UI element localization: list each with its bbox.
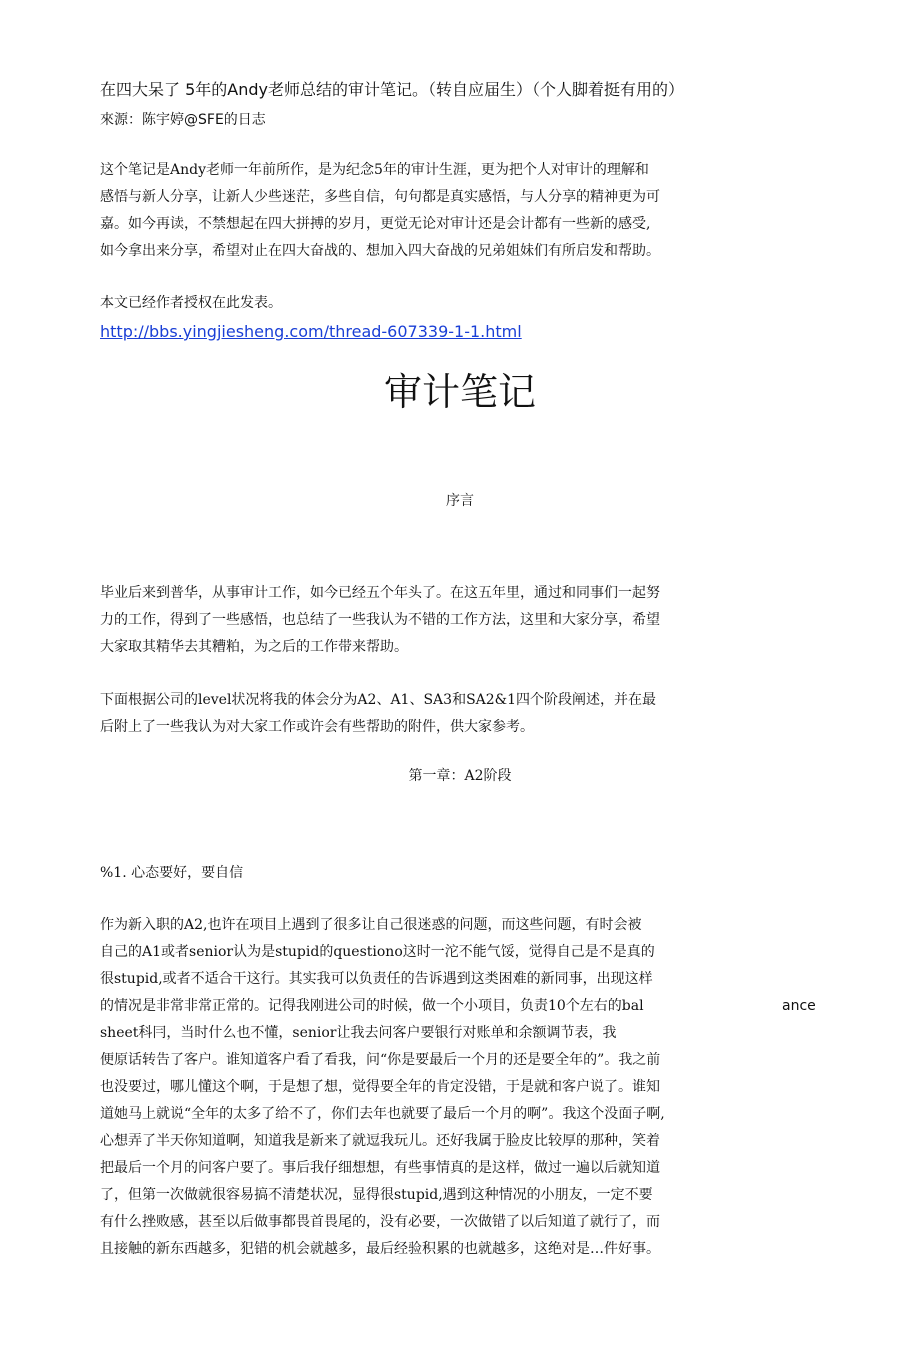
preface-line: 毕业后来到普华，从事审计工作，如今已经五个年头了。在这五年里，通过和同事们一起努 — [100, 585, 660, 601]
body-line: 便原话转告了客户。谁知道客户看了看我，问“你是要最后一个月的还是要全年的”。我之前 — [100, 1052, 661, 1068]
post-source: 來源：陈宇婷@SFE的日志 — [100, 112, 266, 128]
source-link[interactable]: http://bbs.yingjiesheng.com/thread-607339-1-1.html — [100, 322, 522, 341]
body-line: 且接触的新东西越多，犯错的机会就越多，最后经验积累的也就越多，这绝对是…件好事。 — [100, 1241, 660, 1257]
body-line: 有什么挫败感，甚至以后做事都畏首畏尾的，没有必要，一次做错了以后知道了就行了，而 — [100, 1214, 660, 1230]
intro-line: 嘉。如今再读，不禁想起在四大拼搏的岁月，更觉无论对审计还是会计都有一些新的感受, — [100, 216, 651, 232]
intro-line: 感悟与新人分享，让新人少些迷茫，多些自信，句句都是真实感悟，与人分享的精神更为可 — [100, 189, 660, 205]
body-line: 自己的A1或者senior认为是stupid的questiono这时一沱不能气馁，觉得自己是不是真的 — [100, 944, 655, 960]
body-line: 把最后一个月的问客户要了。事后我仔细想想，有些事情真的是这样，做过一遍以后就知道 — [100, 1160, 660, 1176]
preface-line: 大家取其精华去其糟粕，为之后的工作带来帮助。 — [100, 639, 408, 655]
section-heading: %1. 心态要好，要自信 — [100, 865, 244, 881]
preface-heading: 序言 — [446, 493, 474, 509]
chapter-heading: 第一章：A2阶段 — [408, 768, 512, 784]
body-line: 心想弄了半天你知道啊，知道我是新来了就逗我玩儿。还好我属于脸皮比较厚的那种，笑着 — [100, 1133, 660, 1149]
body-line: 道她马上就说“全年的太多了给不了，你们去年也就要了最后一个月的啊”。我这个没面子啊, — [100, 1106, 665, 1122]
body-line: 的情况是非常非常正常的。记得我刚进公司的时候，做一个小项目，负责10个左右的bal — [100, 998, 644, 1014]
body-line: sheet科冃，当时什么也不懂，senior让我去问客户要银行对账单和余额调节表，我 — [100, 1025, 617, 1041]
body-line: 了，但第一次做就很容易搞不清楚状况，显得很stupid,遇到这种情况的小朋友，一定不要 — [100, 1187, 653, 1203]
preface-line: 下面根据公司的level状况将我的体会分为A2、A1、SA3和SA2&1四个阶段阐述，并在最 — [100, 692, 657, 708]
authorization-note: 本文已经作者授权在此发表。 — [100, 295, 282, 311]
intro-line: 如今拿出来分享，希望对止在四大奋战的、想加入四大奋战的兄弟姐妹们有所启发和帮助。 — [100, 243, 660, 259]
split-word-fragment: ance — [782, 998, 816, 1014]
post-title: 在四大呆了 5年的Andy老师总结的审计笔记。（转自应届生）（个人脚着挺有用的） — [100, 80, 684, 99]
intro-line: 这个笔记是Andy老师一年前所作，是为纪念5年的审计生涯，更为把个人对审计的理解和 — [100, 162, 649, 178]
main-title: 审计笔记 — [383, 370, 536, 414]
body-line: 作为新入职的A2,也许在项目上遇到了很多让自己很迷惑的问题，而这些问题，有时会被 — [100, 917, 642, 933]
body-line: 很stupid,或者不适合干这行。其实我可以负责任的告诉遇到这类困难的新同事，出现这样 — [100, 971, 653, 987]
body-line: 也没要过，哪儿懂这个啊，于是想了想，觉得要全年的肯定没错，于是就和客户说了。谁知 — [100, 1079, 660, 1095]
preface-line: 后附上了一些我认为对大家工作或许会有些帮助的附件，供大家参考。 — [100, 719, 534, 735]
preface-line: 力的工作，得到了一些感悟，也总结了一些我认为不错的工作方法，这里和大家分享，希望 — [100, 612, 660, 628]
